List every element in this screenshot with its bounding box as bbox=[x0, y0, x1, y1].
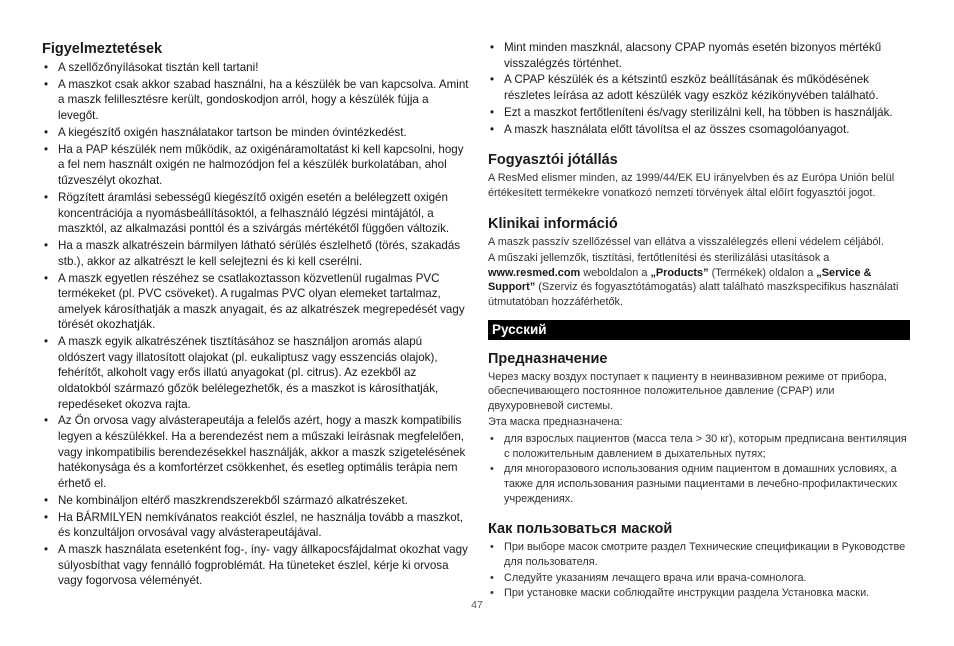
warning-item: • A maszk egyik alkatrészének tisztításához se használjon aromás alapú oldószert vagy illatosított olajokat (pl. eukaliptusz vagy esszenciás olajok), fehérítőt, alkoholt vagy erős illatú anyagokat (pl. citrus). Az ezekből az oldatokból származó gőzök belélegezhetők, és a maszkot is károsíthatják, repedéseket okozva rajta. bbox=[42, 334, 470, 412]
usage-heading: Как пользоваться маской bbox=[488, 521, 673, 538]
clinical-text-2 bbox=[488, 251, 910, 309]
warning-item: • A maszkot csak akkor szabad használni, ha a készülék be van kapcsolva. Amint a maszk felillesztésre került, gondoskodjon arról, hogy a készülék fújja a levegőt. bbox=[42, 77, 470, 124]
clinical-text-2c: (Termékek) oldalon a bbox=[708, 266, 817, 279]
page-number: 47 bbox=[471, 599, 483, 611]
purpose-list bbox=[488, 432, 910, 506]
usage-item: • При установке маски соблюдайте инструкции раздела Установка маски. bbox=[488, 586, 910, 601]
clinical-heading: Klinikai információ bbox=[488, 215, 618, 232]
clinical-text-2b: weboldalon a bbox=[580, 266, 651, 279]
warranty-heading: Fogyasztói jótállás bbox=[488, 152, 618, 169]
clinical-text-2a: A műszaki jellemzők, tisztítási, fertőtlenítési és sterilizálási utasítások a bbox=[488, 252, 830, 265]
products-label: „Products” bbox=[650, 266, 709, 279]
warnings-heading: Figyelmeztetések bbox=[42, 41, 163, 57]
purpose-item: • для многоразового использования одним пациентом в домашних условиях, а также для использования разными пациентами в лечебно-профилактических учреждениях. bbox=[488, 462, 910, 506]
warning-item: • Ha BÁRMILYEN nemkívánatos reakciót észlel, ne használja tovább a maszkot, és konzultáljon orvosával vagy alvásterapeutájával. bbox=[42, 510, 470, 541]
warning-item: • Ha a maszk alkatrészein bármilyen látható sérülés észlelhető (törés, szakadás stb.), akkor az alkatrészt le kell selejtezni és ki kell cserélni. bbox=[42, 238, 470, 269]
purpose-intro: Эта маска предназначена: bbox=[488, 416, 623, 429]
warning-item: • Ne kombináljon eltérő maszkrendszerekből származó alkatrészeket. bbox=[42, 493, 470, 509]
purpose-section bbox=[488, 350, 910, 507]
clinical-text-1: A maszk passzív szellőzéssel van ellátva a visszalélegzés elleni védelem céljából. bbox=[488, 235, 884, 248]
warnings-continued-list bbox=[488, 40, 910, 137]
warning-item: • A CPAP készülék és a kétszintű eszköz beállításának és működésének részletes leírása az adott készülék vagy eszköz kézikönyvében található. bbox=[488, 72, 910, 103]
left-column bbox=[42, 40, 470, 590]
warranty-text: A ResMed elismer minden, az 1999/44/EK EU irányelvben és az Európa Unión belül értékesített termékekre vonatkozó nemzeti törvények által előírt fogyasztói jogot. bbox=[488, 172, 895, 200]
usage-item: • Следуйте указаниям лечащего врача или врача-сомнолога. bbox=[488, 571, 910, 586]
language-banner: Русский bbox=[488, 320, 910, 340]
warning-item: • Az Ön orvosa vagy alvásterapeutája a felelős azért, hogy a maszk kompatibilis legyen a készülékkel. Ha a berendezést nem a műszaki leírásnak megfelelően, vagy inkompatibilis berendezésekkel használják, akkor a maszk szigetelésének hatékonysága és a komfortérzet csökkenhet, és esetleg optimális terápia nem érhető el. bbox=[42, 413, 470, 491]
warning-item: • Ha a PAP készülék nem működik, az oxigénáramoltatást ki kell kapcsolni, hogy a fel nem használt oxigén ne halmozódjon fel a készülék burkolatában, ahol tűzveszélyt okozhat. bbox=[42, 142, 470, 189]
purpose-text: Через маску воздух поступает к пациенту в неинвазивном режиме от прибора, обеспечивающего постоянное положительное давление (CPAP) или двухуровневой системы. bbox=[488, 370, 887, 412]
resmed-url: www.resmed.com bbox=[488, 266, 581, 279]
warning-item: • A maszk használata esetenként fog-, íny- vagy állkapocsfájdalmat okozhat vagy súlyosbíthat vagy fennálló fogproblémát. Ha tüneteket észlel, kérje ki orvosa vagy fogorvosa véleményét. bbox=[42, 542, 470, 589]
purpose-item: • для взрослых пациентов (масса тела > 30 кг), которым предписана вентиляция с положительным давлением в дыхательных путях; bbox=[488, 432, 910, 461]
warning-item: • Ezt a maszkot fertőtleníteni és/vagy sterilizálni kell, ha többen is használják. bbox=[488, 105, 910, 121]
warnings-list bbox=[42, 60, 470, 589]
clinical-section bbox=[488, 215, 910, 310]
right-column bbox=[488, 40, 910, 602]
warning-item: • Rögzített áramlási sebességű kiegészítő oxigén esetén a belélegzett oxigén koncentrációja a nyomásbeállításoktól, a felhasználó légzési mintájától, a maszktól, az alkalmazási ponttól és a szivárgás mértékétől függően változik. bbox=[42, 190, 470, 237]
usage-item: • При выборе масок смотрите раздел Технические спецификации в Руководстве для пользователя. bbox=[488, 540, 910, 569]
usage-list bbox=[488, 540, 910, 601]
usage-section bbox=[488, 520, 910, 601]
warning-item: • Mint minden maszknál, alacsony CPAP nyomás esetén bizonyos mértékű visszalégzés történhet. bbox=[488, 40, 910, 71]
warning-item: • A szellőzőnyílásokat tisztán kell tartani! bbox=[42, 60, 470, 76]
warranty-section bbox=[488, 151, 910, 200]
warning-item: • A kiegészítő oxigén használatakor tartson be minden óvintézkedést. bbox=[42, 125, 470, 141]
warning-item: • A maszk használata előtt távolítsa el az összes csomagolóanyagot. bbox=[488, 122, 910, 138]
purpose-heading: Предназначение bbox=[488, 350, 608, 367]
clinical-text-2d: (Szerviz és fogyasztótámogatás) alatt található maszkspecifikus használati útmutatóban hozzáférhetők. bbox=[488, 281, 899, 309]
warning-item: • A maszk egyetlen részéhez se csatlakoztasson közvetlenül rugalmas PVC termékeket (pl. PVC csöveket). A rugalmas PVC olyan elemeket tartalmaz, amelyek károsíthatják a maszk anyagait, és az alkatrészek megrepedését vagy törését okozhatják. bbox=[42, 271, 470, 333]
service-support-label: „Service & Support” bbox=[488, 266, 872, 294]
